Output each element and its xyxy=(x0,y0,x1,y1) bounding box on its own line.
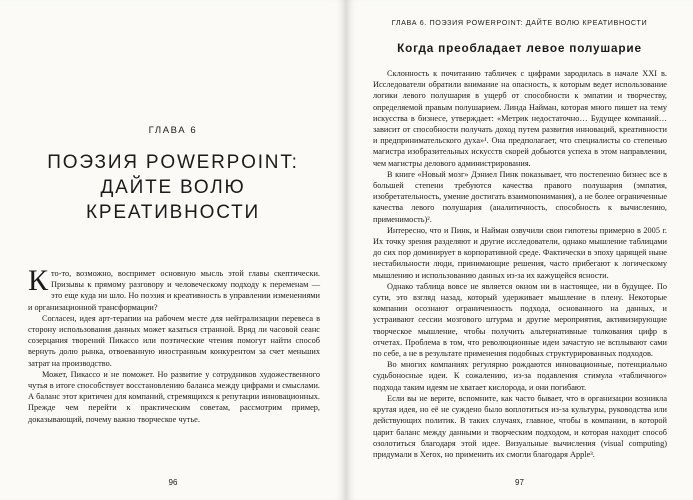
chapter-title-line: ПОЭЗИЯ POWERPOINT: xyxy=(47,152,299,173)
paragraph: Интересно, что и Пинк, и Найман озвучили свои гипотезы примерно в 2005 г. Их точку зрения разделяют и другие исследователи, однако мышление таблицами до сих пор доминирует в корпоративной среде. Фактически в эпоху царящей ныне нестабильности люди, принимающие решения, часто прибегают к логическому мышлению и использованию данных из-за их кажущейся ясности. xyxy=(373,225,667,280)
chapter-title xyxy=(30,150,316,225)
page-number: 97 xyxy=(515,478,524,487)
paragraph: Во многих компаниях регулярно рождаются инновационные, потенциально судьбоносные идеи. К сожалению, из-за подавления стимула «табличного» подхода таким идеям не хватает кислорода, и они погибают. xyxy=(373,360,667,392)
paragraph-text: то-то, возможно, воспримет основную мысль этой главы скептически. Призывы к прямому разговору и человеческому подходу к переменам — это еще куда ни шло. Но поэзия и креативность в управлении изменениями и организационной трансформации? xyxy=(28,269,320,312)
left-body-text xyxy=(28,264,320,425)
right-body-text xyxy=(373,68,667,460)
section-title: Когда преобладает левое полушарие xyxy=(397,41,642,55)
left-page xyxy=(0,0,346,500)
page-number: 96 xyxy=(168,478,178,487)
chapter-title-line: ДАЙТЕ ВОЛЮ xyxy=(100,177,246,198)
paragraph: В книге «Новый мозг» Дэниел Пинк показывает, что постепенно бизнес все в большей степени требуются качества правого полушария (эмпатия, изобретательность, умение достигать взаимопонимания), а не более ограниченные качества левого полушария (аналитичность, способность к вычислению, применимость)². xyxy=(373,169,667,224)
running-head: ГЛАВА 6. ПОЭЗИЯ POWERPOINT: ДАЙТЕ ВОЛЮ КРЕАТИВНОСТИ xyxy=(391,18,648,27)
paragraph xyxy=(28,264,320,313)
paragraph: Может, Пикассо и не поможет. Но развитие у сотрудников художественного чутья в итоге способствует восстановлению баланса между цифрами и смыслами. А баланс этот критичен для компаний, стремящихся к репутации инновационных. Прежде чем перейти к практическим советам, рассмотрим пример, доказывающий, почему важно творческое чутье. xyxy=(28,369,320,424)
paragraph: Согласен, идея арт-терапии на рабочем месте для нейтрализации перевеса в сторону использования данных может казаться странной. Вряд ли часовой сеанс созерцания творений Пикассо или поэтические чтения помогут найти способ вернуть долю рынка, отвоеванную иностранным конкурентом за счет меньших затрат на производство. xyxy=(28,313,320,368)
drop-cap: К xyxy=(28,264,49,297)
chapter-label: ГЛАВА 6 xyxy=(148,125,198,136)
chapter-title-line: КРЕАТИВНОСТИ xyxy=(86,202,260,223)
paragraph: Склонность к почитанию табличек с цифрами зародилась в начале XXI в. Исследователи обратили внимание на опасность, к которым ведет использование логики левого полушария в ущерб от способности к эмпатии и творчеству, определяемой правым полушарием. Линда Найман, которая много пишет на тему искусства в бизнесе, утверждает: «Метрик недостаточно… Будущее компаний… зависит от способности получать доход путем развития инноваций, креативности и предпринимательского духа»¹. Она предполагает, что специалисты со степенью магистра изобразительных искусств скорей добьются успеха в этом направлении, чем магистры делового администрирования. xyxy=(373,69,667,168)
paragraph: Однако таблица вовсе не является окном ни в настоящее, ни в будущее. По сути, это взгляд назад, который удерживает мышление в плену. Некоторые компании осознают ограниченность подхода, основанного на данных, и устраивают сессии мозгового штурма и другие мероприятия, активизирующие творческое мышление, чтобы получить альтернативные толкования цифр в отчетах. Проблема в том, что революционные идеи зачастую не всплывают сами по себе, а не в результате применения подобных структурированных подходов. xyxy=(373,281,667,359)
right-page xyxy=(346,0,693,500)
paragraph: Если вы не верите, вспомните, как часто бывает, что в организации возникла крутая идея, но её не суждено было воплотиться из-за культуры, руководства или действующих политик. В таких случаях, главное, чтобы в компании, в которой царит баланс между данными и творческим подходом, и которая находит способ озолотиться благодаря этой идее. Визуальные вычисления (visual computing) придумали в Xerox, но применить их смогли благодаря Apple³. xyxy=(373,393,667,459)
